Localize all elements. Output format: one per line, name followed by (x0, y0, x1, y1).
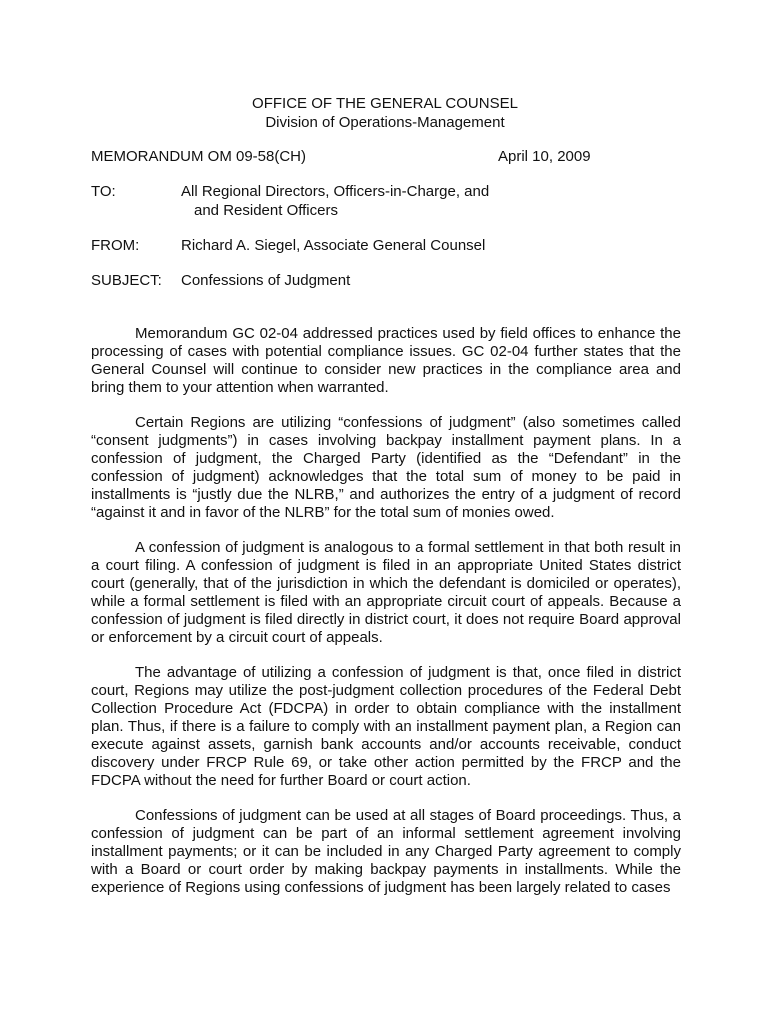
paragraph: A confession of judgment is analogous to a formal settlement in that both result in a court filing. A confession of judgment is filed in an appropriate United States district court (generally, that of the jurisdiction in which the defendant is domiciled or operates), while a formal settlement is filed with an appropriate circuit court of appeals. Because a confession of judgment is filed directly in district court, it does not require Board approval or enforcement by a circuit court of appeals. (91, 539, 681, 646)
from-label: FROM: (91, 237, 140, 254)
to-value-line1: All Regional Directors, Officers-in-Charge, and (181, 183, 490, 200)
to-label: TO: (91, 183, 116, 200)
paragraph: Confessions of judgment can be used at all stages of Board proceedings. Thus, a confession of judgment can be part of an informal settlement agreement involving installment payments; or it can be included in any Charged Party agreement to comply with a Board or court order by making backpay payments in installments. While the experience of Regions using confessions of judgment has been largely related to cases (91, 807, 681, 896)
letterhead (0, 94, 770, 132)
office-title: OFFICE OF THE GENERAL COUNSEL (252, 95, 518, 112)
memo-id: MEMORANDUM OM 09-58(CH) (91, 148, 307, 165)
from-value: Richard A. Siegel, Associate General Counsel (181, 237, 486, 254)
subject-label: SUBJECT: (91, 272, 162, 289)
memo-body (91, 325, 681, 914)
paragraph: The advantage of utilizing a confession of judgment is that, once filed in district court, Regions may utilize the post-judgment collection procedures of the Federal Debt Collection Procedure Act (FDCPA) in order to obtain compliance with the installment plan. Thus, if there is a failure to comply with an installment payment plan, a Region can execute against assets, garnish bank accounts and/or accounts receivable, conduct discovery under FRCP Rule 69, or take other action permitted by the FRCP and the FDCPA without the need for further Board or court action. (91, 664, 681, 789)
division-title: Division of Operations-Management (265, 114, 505, 131)
to-value-line2: and Resident Officers (194, 202, 338, 219)
paragraph: Certain Regions are utilizing “confessions of judgment” (also sometimes called “consent judgments”) in cases involving backpay installment payment plans. In a confession of judgment, the Charged Party (identified as the “Defendant” in the confession of judgment) acknowledges that the total sum of money to be paid in installments is “justly due the NLRB,” and authorizes the entry of a judgment of record “against it and in favor of the NLRB” for the total sum of monies owed. (91, 414, 681, 521)
memo-date: April 10, 2009 (498, 148, 591, 165)
subject-value: Confessions of Judgment (181, 272, 351, 289)
paragraph: Memorandum GC 02-04 addressed practices used by field offices to enhance the processing of cases with potential compliance issues. GC 02-04 further states that the General Counsel will continue to consider new practices in the compliance area and bring them to your attention when warranted. (91, 325, 681, 396)
